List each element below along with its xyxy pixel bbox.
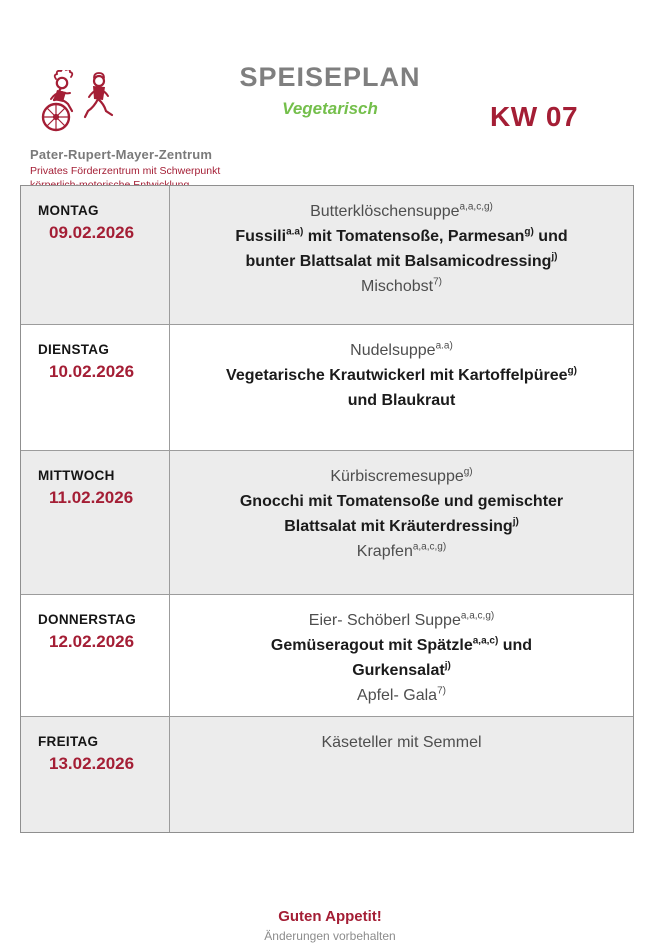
menu-line: Nudelsuppe$^{a.a)}$ (350, 340, 453, 359)
allergen-superscript: 7) (433, 276, 442, 288)
changes-note: Änderungen vorbehalten (264, 929, 396, 943)
menu-cell (170, 595, 633, 716)
allergen-superscript: j) (551, 251, 558, 263)
day-cell (21, 451, 170, 594)
page-subtitle: Vegetarisch (282, 99, 378, 118)
allergen-superscript: g) (524, 226, 534, 238)
day-name: DIENSTAG (38, 342, 110, 357)
allergen-superscript: j) (444, 660, 451, 672)
day-cell (21, 595, 170, 716)
day-cell (21, 186, 170, 324)
day-name: FREITAG (38, 734, 99, 749)
menu-line: Gnocchi mit Tomatensoße und gemischter (239, 493, 564, 510)
page-title: SPEISEPLAN (239, 62, 421, 92)
menu-line: und Blaukraut (347, 392, 456, 409)
day-name: MITTWOCH (38, 468, 115, 483)
allergen-superscript: a,a,c,g) (460, 610, 495, 622)
menu-line: Krapfen$^{a,a,c,g)}$ (356, 541, 447, 560)
calendar-week-label: KW 07 (490, 101, 579, 132)
menu-line: Apfel- Gala$^{7)}$ (357, 685, 446, 704)
day-date: 11.02.2026 (49, 488, 134, 507)
day-date: 13.02.2026 (49, 754, 135, 773)
menu-line: Gemüseragout mit Spätzle$^{a,a,c)}$ und (270, 635, 533, 654)
day-name: MONTAG (38, 203, 99, 218)
menu-line: Vegetarische Krautwickerl mit Kartoffelpüree$^{g)}$ (226, 365, 577, 384)
day-date: 12.02.2026 (49, 632, 135, 651)
menu-row-mittwoch (21, 451, 633, 595)
menu-line: Fussili$^{a.a)}$ mit Tomatensoße, Parmesan$^{g)}$ und (235, 226, 568, 245)
menu-line: bunter Blattsalat mit Balsamicodressing$^{j)}$ (245, 251, 558, 270)
menu-cell (170, 325, 633, 450)
org-subtitle-line1: Privates Förderzentrum mit Schwerpunkt (30, 165, 221, 177)
allergen-superscript: a.a) (286, 226, 304, 238)
menu-line: Gurkensalat$^{j)}$ (352, 660, 451, 679)
menu-cell (170, 717, 633, 832)
day-date: 09.02.2026 (49, 223, 135, 242)
allergen-superscript: g) (567, 365, 577, 377)
menu-line: Butterklöschensuppe$^{a,a,c,g)}$ (310, 201, 493, 220)
allergen-superscript: 7) (437, 685, 446, 697)
menu-row-freitag (21, 717, 633, 832)
menu-cell (170, 186, 633, 324)
greeting-text: Guten Appetit! (278, 908, 382, 925)
menu-line: Kürbiscremesuppe$^{g)}$ (330, 466, 473, 485)
menu-line: Käseteller mit Semmel (321, 734, 482, 751)
day-cell (21, 717, 170, 832)
menu-line: Eier- Schöberl Suppe$^{a,a,c,g)}$ (308, 610, 495, 629)
footer (0, 908, 660, 943)
menu-line: Mischobst$^{7)}$ (361, 276, 442, 295)
allergen-superscript: j) (512, 516, 519, 528)
allergen-superscript: g) (463, 466, 473, 478)
day-cell (21, 325, 170, 450)
day-name: DONNERSTAG (38, 612, 137, 627)
menu-line: Blattsalat mit Kräuterdressing$^{j)}$ (284, 516, 519, 535)
menu-row-montag (21, 186, 633, 325)
allergen-superscript: a,a,c,g) (459, 201, 493, 213)
allergen-superscript: a.a) (435, 340, 453, 352)
allergen-superscript: a,a,c) (472, 635, 499, 647)
menu-table (20, 185, 634, 833)
menu-cell (170, 451, 633, 594)
org-name: Pater-Rupert-Mayer-Zentrum (30, 147, 213, 162)
menu-row-donnerstag (21, 595, 633, 717)
menu-row-dienstag (21, 325, 633, 451)
day-date: 10.02.2026 (49, 362, 135, 381)
allergen-superscript: a,a,c,g) (412, 541, 447, 553)
